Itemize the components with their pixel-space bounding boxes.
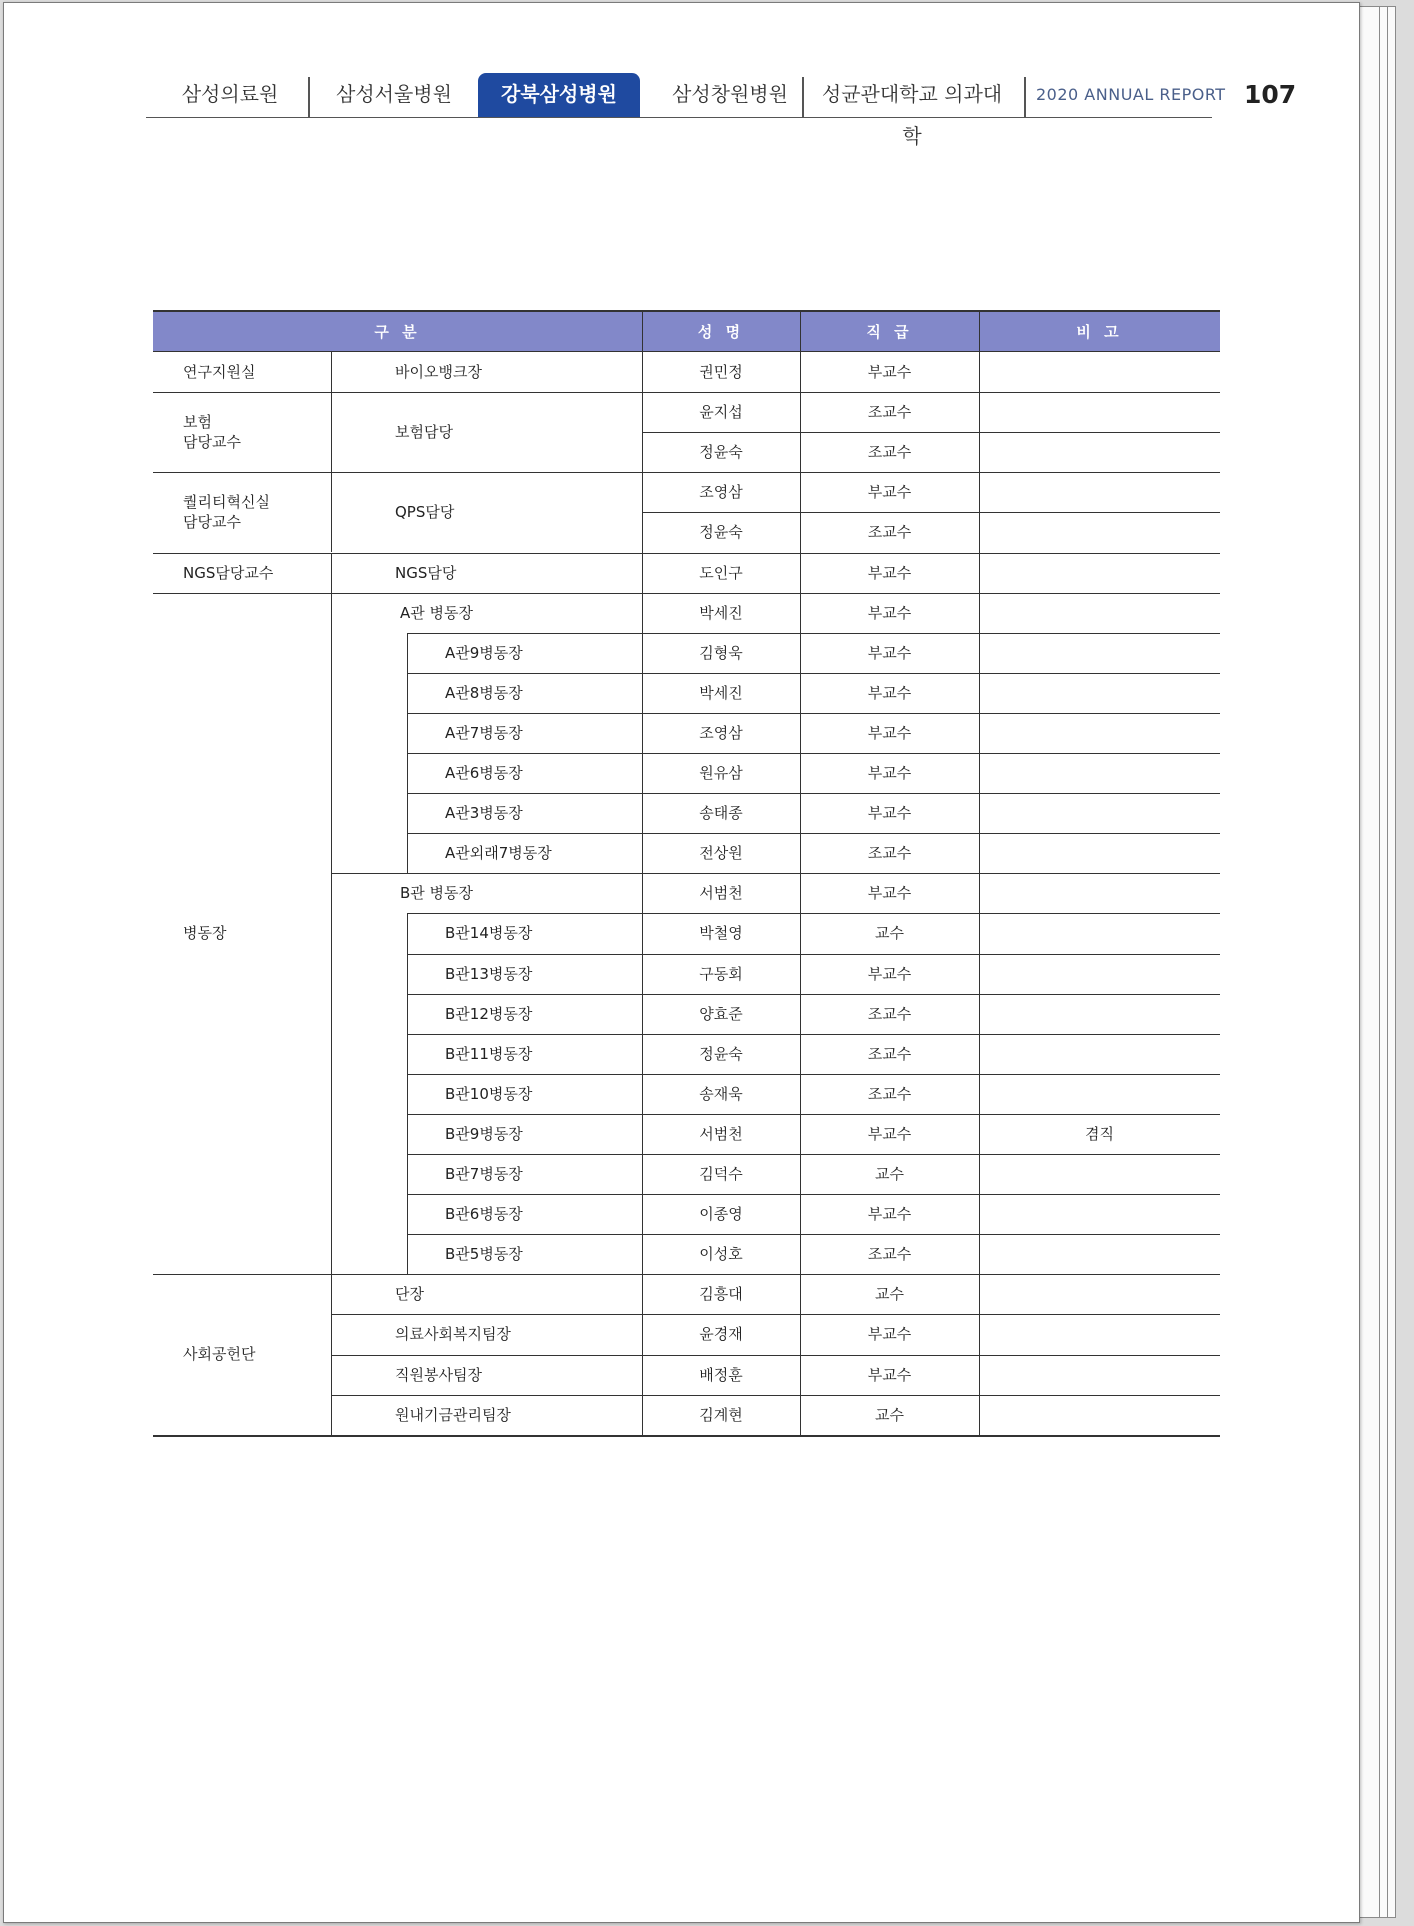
rank: 부교수 [867, 1124, 912, 1143]
tab-separator [802, 77, 804, 117]
sub-category: 바이오뱅크장 [395, 363, 482, 381]
rank: 부교수 [867, 1325, 912, 1344]
column-divider [331, 553, 332, 593]
note [979, 352, 1220, 392]
sub-category: 의료사회복지팀장 [395, 1325, 511, 1344]
column-header-note: 비 고 [979, 310, 1220, 352]
person-name: 김계현 [699, 1405, 743, 1424]
person-name: 송태종 [699, 804, 743, 823]
nest-divider [407, 633, 408, 874]
note [979, 954, 1220, 994]
sub-category: B관 병동장 [400, 884, 474, 903]
group-label: 보험 담당교수 [183, 413, 241, 452]
sub-category: NGS담당 [395, 563, 457, 582]
sub-category: 원내기금관리팀장 [395, 1405, 511, 1424]
rank: 조교수 [867, 443, 912, 462]
sub-category: B관11병동장 [445, 1044, 533, 1063]
column-divider [331, 593, 332, 1275]
rank: 부교수 [867, 563, 912, 582]
person-name: 윤경재 [699, 1325, 743, 1344]
person-name: 양효준 [699, 1004, 743, 1023]
person-name: 이성호 [699, 1245, 743, 1264]
tab-samsung-seoul-hospital[interactable]: 삼성서울병원 [336, 82, 452, 106]
sub-category: A관3병동장 [445, 804, 523, 823]
note [979, 1395, 1220, 1435]
rank: 조교수 [867, 1004, 912, 1023]
sub-category: B관7병동장 [445, 1165, 523, 1183]
note [979, 1314, 1220, 1354]
tab-separator [1024, 77, 1026, 117]
report-label: 2020 ANNUAL REPORT [1036, 85, 1226, 104]
column-header-rank: 직 급 [800, 310, 979, 352]
rank: 조교수 [867, 844, 912, 863]
column-divider [331, 472, 332, 552]
rank: 조교수 [867, 403, 912, 422]
note [979, 392, 1220, 432]
document-page [3, 2, 1360, 1923]
person-name: 박세진 [699, 603, 743, 622]
rank: 부교수 [867, 1365, 912, 1384]
column-divider [979, 310, 980, 1435]
person-name: 서범천 [699, 1124, 743, 1143]
tab-samsung-medical-center[interactable]: 삼성의료원 [181, 82, 279, 106]
person-name: 원유삼 [699, 764, 743, 782]
rank: 부교수 [867, 603, 912, 622]
rank: 부교수 [867, 363, 912, 381]
note [979, 512, 1220, 552]
sub-category: 보험담당 [395, 423, 453, 442]
sub-category: B관5병동장 [445, 1245, 523, 1264]
person-name: 김형욱 [699, 643, 743, 662]
rank: 부교수 [867, 643, 912, 662]
sub-category: 단장 [395, 1285, 424, 1304]
note [979, 713, 1220, 753]
page-number: 107 [1244, 80, 1297, 109]
person-name: 정윤숙 [699, 523, 743, 542]
person-name: 정윤숙 [699, 443, 743, 462]
person-name: 김덕수 [699, 1165, 743, 1183]
note [979, 633, 1220, 673]
group-label: 연구지원실 [183, 363, 256, 382]
sub-category: B관14병동장 [445, 924, 533, 943]
sub-category: B관13병동장 [445, 964, 533, 983]
sub-category: A관외래7병동장 [445, 844, 552, 863]
person-name: 배정훈 [699, 1365, 743, 1384]
note [979, 472, 1220, 512]
column-divider [800, 310, 801, 1435]
sub-category: A관7병동장 [445, 723, 523, 742]
row-divider [153, 1435, 1220, 1437]
sub-category: A관9병동장 [445, 643, 523, 662]
rank: 교수 [875, 1285, 904, 1304]
note [979, 913, 1220, 953]
group-label: 퀄리티혁신실 담당교수 [183, 493, 270, 532]
person-name: 구동회 [699, 964, 743, 983]
rank: 부교수 [867, 1205, 912, 1224]
person-name: 박철영 [699, 924, 743, 943]
note [979, 1194, 1220, 1234]
person-name: 박세진 [699, 683, 743, 702]
column-header-category: 구 분 [153, 310, 642, 352]
note [979, 673, 1220, 713]
person-name: 조영삼 [699, 723, 743, 742]
rank: 조교수 [867, 1044, 912, 1063]
note [979, 1274, 1220, 1314]
sub-category: A관 병동장 [400, 603, 473, 622]
group-label: 병동장 [183, 924, 227, 943]
note [979, 994, 1220, 1034]
tab-kangbuk-samsung-hospital[interactable]: 강북삼성병원 [478, 73, 640, 117]
nest-divider [407, 913, 408, 1274]
person-name: 조영삼 [699, 483, 743, 502]
person-name: 서범천 [699, 884, 743, 903]
note [979, 1234, 1220, 1274]
person-name: 송재욱 [699, 1084, 743, 1103]
rank: 교수 [875, 924, 904, 943]
note [979, 753, 1220, 793]
sub-category: QPS담당 [395, 503, 455, 522]
note [979, 1074, 1220, 1114]
person-name: 이종영 [699, 1205, 743, 1224]
person-name: 정윤숙 [699, 1044, 743, 1063]
note [979, 833, 1220, 873]
group-label: 사회공헌단 [183, 1345, 256, 1364]
note [979, 1355, 1220, 1395]
note [979, 1154, 1220, 1194]
sub-category: B관6병동장 [445, 1205, 523, 1224]
note [979, 1034, 1220, 1074]
note: 겸직 [1085, 1124, 1114, 1143]
column-divider [642, 310, 643, 1435]
rank: 교수 [875, 1165, 904, 1183]
rank: 조교수 [867, 1084, 912, 1103]
rank: 조교수 [867, 523, 912, 542]
rank: 부교수 [867, 764, 912, 782]
rank: 부교수 [867, 964, 912, 983]
note [979, 432, 1220, 472]
header-bottom [153, 351, 1220, 352]
rank: 부교수 [867, 483, 912, 502]
note [979, 553, 1220, 593]
rank: 부교수 [867, 723, 912, 742]
tab-samsung-changwon-hospital[interactable]: 삼성창원병원 [672, 82, 788, 106]
tab-skku-medicine[interactable]: 성균관대학교 의과대학 [821, 82, 1003, 148]
sub-category: A관6병동장 [445, 764, 523, 782]
person-name: 김흥대 [699, 1285, 743, 1304]
rank: 부교수 [867, 683, 912, 702]
column-divider [331, 392, 332, 472]
tab-separator [308, 77, 310, 117]
note [979, 593, 1220, 633]
group-label: NGS담당교수 [183, 563, 274, 582]
rank: 교수 [875, 1405, 904, 1424]
sub-category: 직원봉사팀장 [395, 1365, 482, 1384]
sub-category: B관12병동장 [445, 1004, 533, 1023]
column-divider [331, 352, 332, 392]
rank: 조교수 [867, 1245, 912, 1264]
person-name: 윤지섭 [699, 403, 743, 422]
sub-category: B관10병동장 [445, 1084, 533, 1103]
column-header-name: 성 명 [642, 310, 800, 352]
note [979, 793, 1220, 833]
rank: 부교수 [867, 804, 912, 823]
column-divider [331, 1274, 332, 1434]
person-name: 도인구 [699, 563, 743, 582]
person-name: 전상원 [699, 844, 743, 863]
sub-category: A관8병동장 [445, 683, 523, 702]
person-name: 권민정 [699, 363, 743, 381]
note [979, 873, 1220, 913]
rank: 부교수 [867, 884, 912, 903]
sub-category: B관9병동장 [445, 1124, 523, 1143]
